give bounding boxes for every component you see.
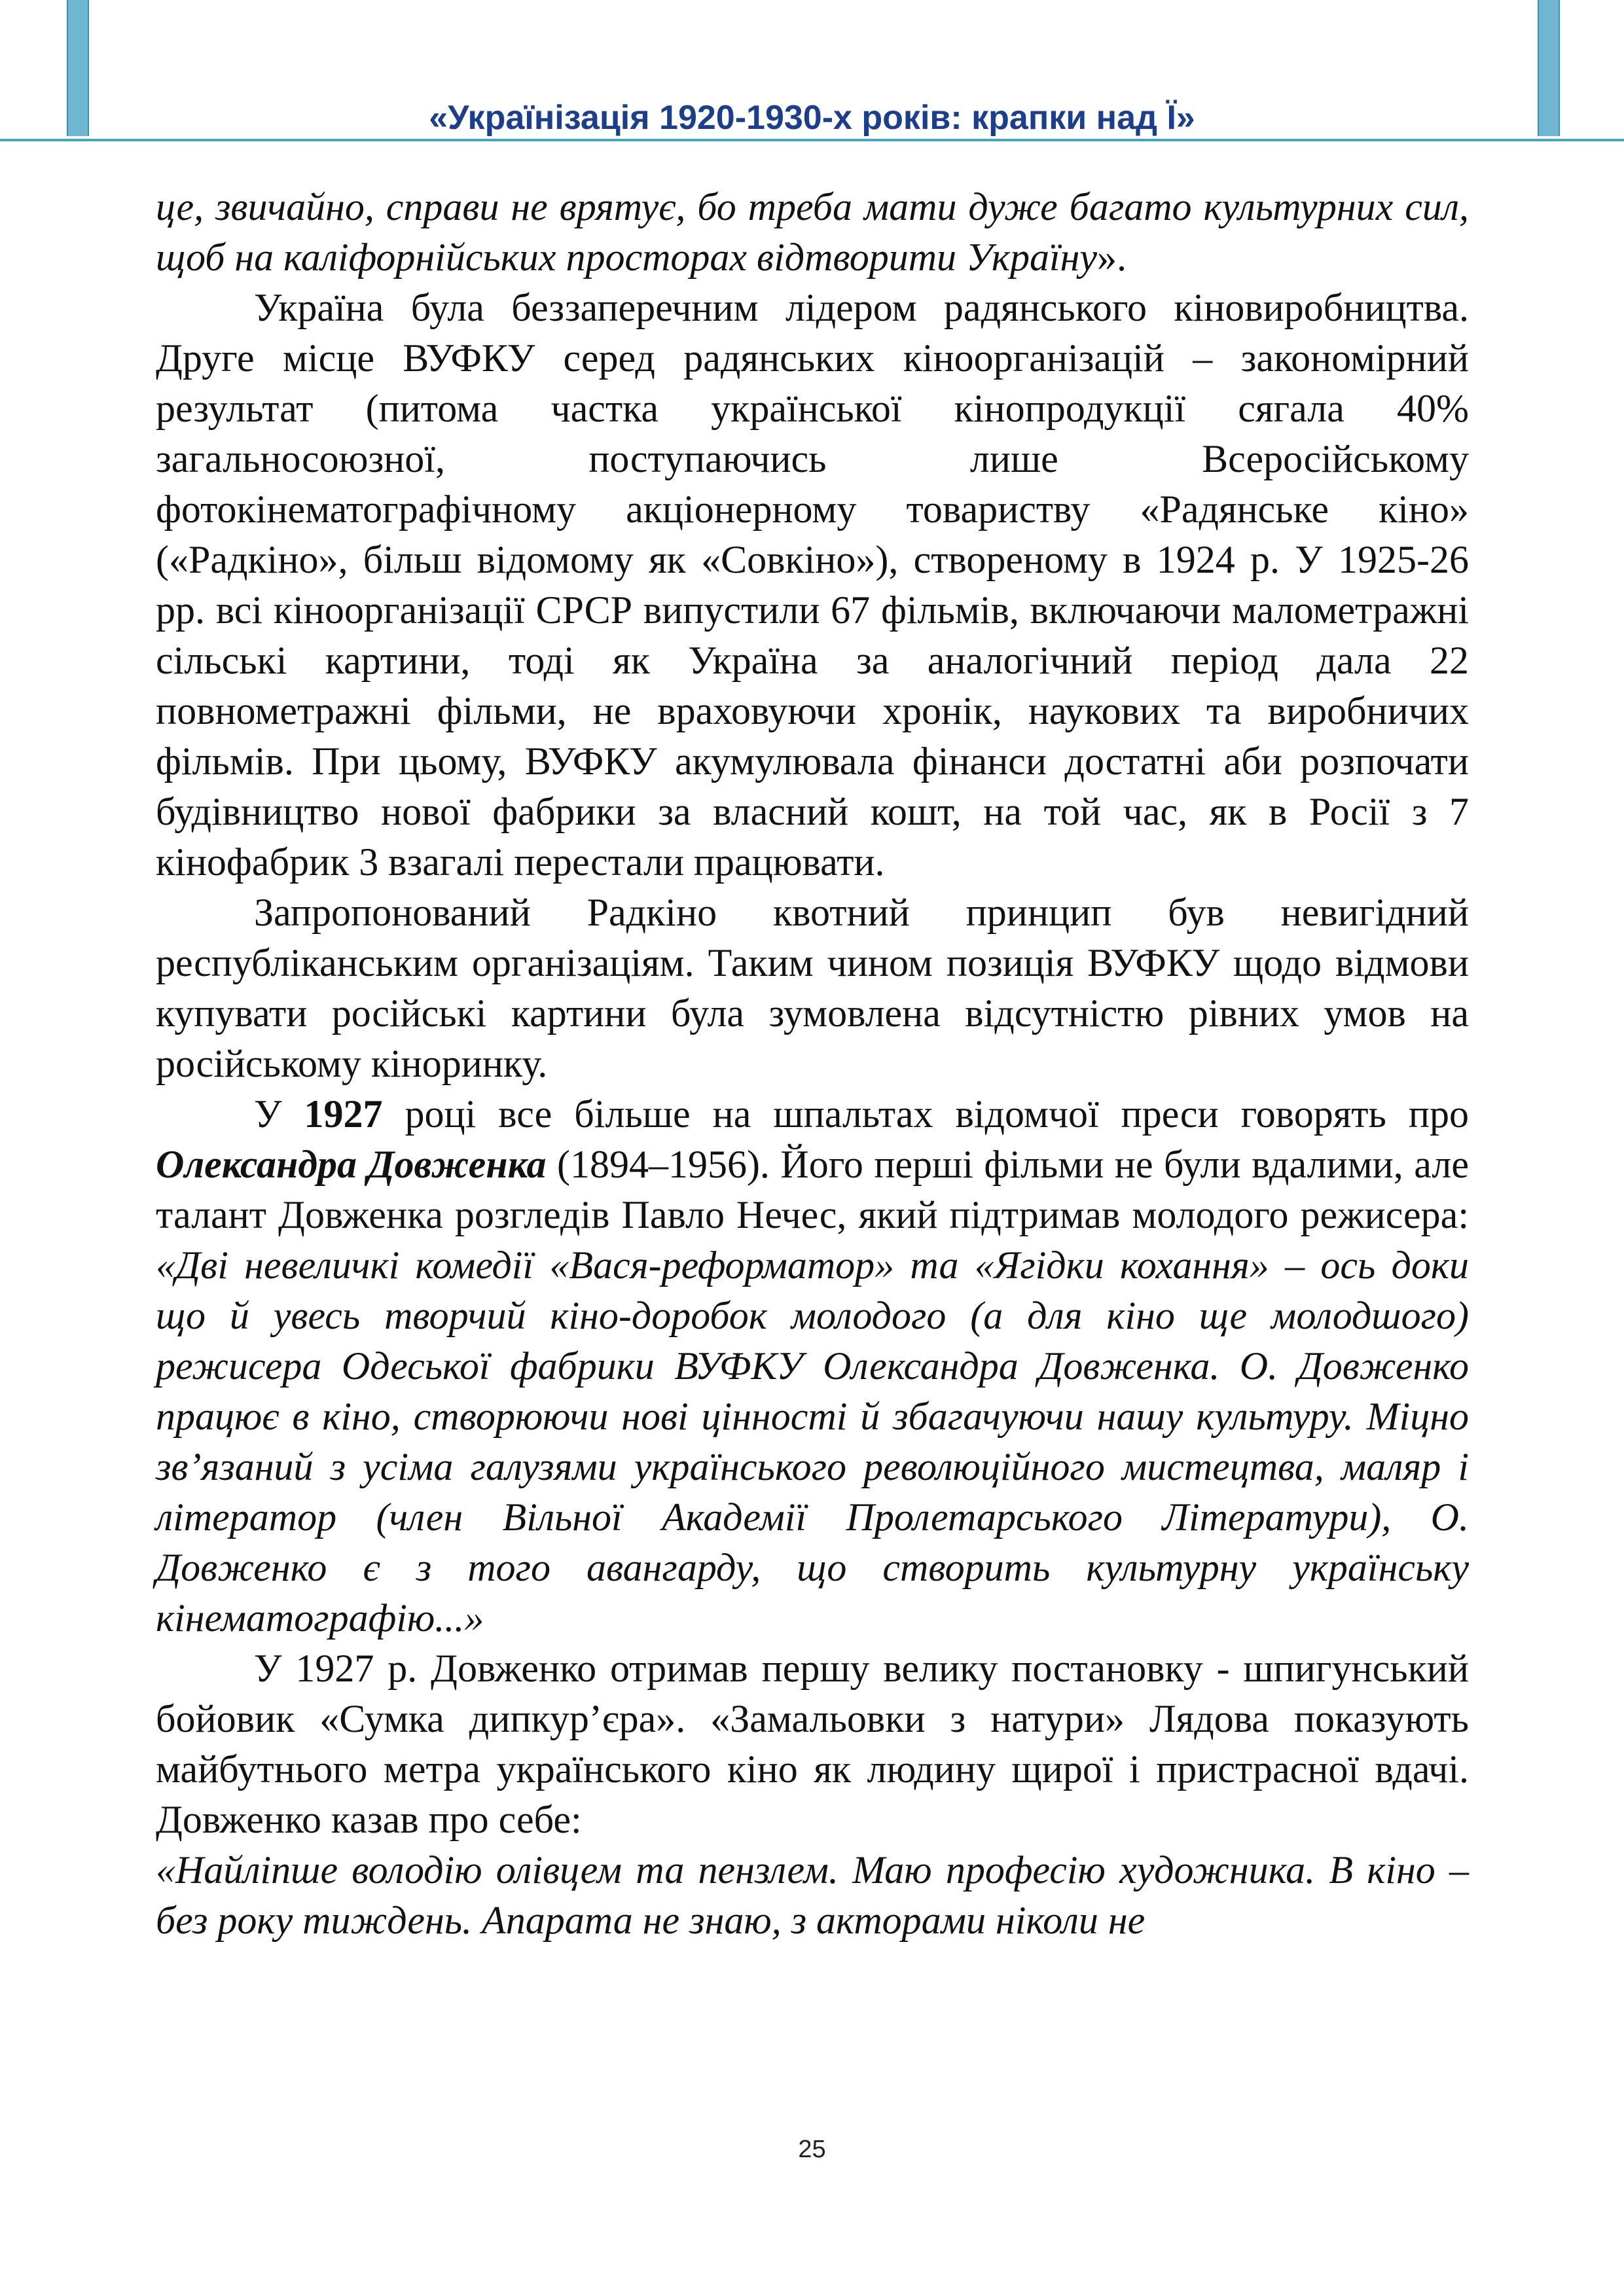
paragraph-6 [156, 1845, 1469, 1946]
header-divider [0, 139, 1624, 141]
paragraph-4 [156, 1089, 1469, 1643]
p4-text-2: (1894–1956). Його перші фільми не були вдалими, але талант Довженка розгледів Павло Нечес, який підтримав молодого режисера: [156, 1143, 1469, 1236]
p4-person-name: Олександра Довженка [156, 1143, 547, 1186]
p4-quote: «Дві невеличкі комедії «Вася-реформатор» та «Ягідки кохання» – ось доки що й увесь творчий кіно-доробок молодого (а для кіно ще молодшого) режисера Одеської фабрики ВУФКУ Олександра Довженка. О. Довженко працює в кіно, створюючи нові цінності й збагачуючи нашу культуру. Міцно зв’язаний з усіма галузями українського революційного мистецтва, маляр і літератор (член Вільної Академії Пролетарського Літератури), О. Довженко є з того авангарду, що створить культурну українську кінематографію...» [156, 1244, 1469, 1640]
p4-year: 1927 [304, 1092, 383, 1136]
quote-closing: ». [1097, 236, 1127, 279]
quote-continuation: це, звичайно, справи не врятує, бо треба мати дуже багато культурних сил, щоб на каліфорнійських просторах відтворити Україну [156, 185, 1469, 279]
paragraph-5: У 1927 р. Довженко отримав першу велику постановку - шпигунський бойовик «Сумка дипкур’єра». «Замальовки з натури» Лядова показують майбутнього метра українського кіно як людину щирої і пристрасної вдачі. Довженко казав про себе: [156, 1647, 1469, 1841]
page-body [156, 182, 1469, 1946]
running-header-title: «Українізація 1920-1930-х років: крапки над Ї» [429, 99, 1195, 137]
paragraph-2: Україна була беззаперечним лідером радянського кіновиробництва. Друге місце ВУФКУ серед радянських кіноорганізацій – закономірний результат (питома частка української кінопродукції сягала 40% загальносоюзної, поступаючись лише Всеросійському фотокінематографічному акціонерному товариству «Радянське кіно» («Радкіно», більш відомому як «Совкіно»), створеному в 1924 р. У 1925-26 рр. всі кіноорганізації СРСР випустили 67 фільмів, включаючи малометражні сільські картини, тоді як Україна за аналогічний період дала 22 повнометражні фільми, не враховуючи хронік, наукових та виробничих фільмів. При цьому, ВУФКУ акумулювала фінанси достатні аби розпочати будівництво нової фабрики за власний кошт, на той час, як в Росії з 7 кінофабрик 3 взагалі перестали працювати. [156, 286, 1469, 884]
p4-lead: У [254, 1092, 304, 1136]
paragraph-3: Запропонований Радкіно квотний принцип був невигідний республіканським організаціям. Таким чином позиція ВУФКУ щодо відмови купувати російські картини була зумовлена відсутністю рівних умов на російському кіноринку. [156, 891, 1469, 1085]
paragraph-1 [156, 182, 1469, 283]
p6-quote: «Найліпше володію олівцем та пензлем. Маю професію художника. В кіно – без року тиждень. Апарата не знаю, з акторами ніколи не [156, 1848, 1469, 1942]
p4-text: році все більше на шпальтах відомчої преси говорять про [382, 1092, 1469, 1136]
page-number: 25 [798, 2136, 826, 2163]
